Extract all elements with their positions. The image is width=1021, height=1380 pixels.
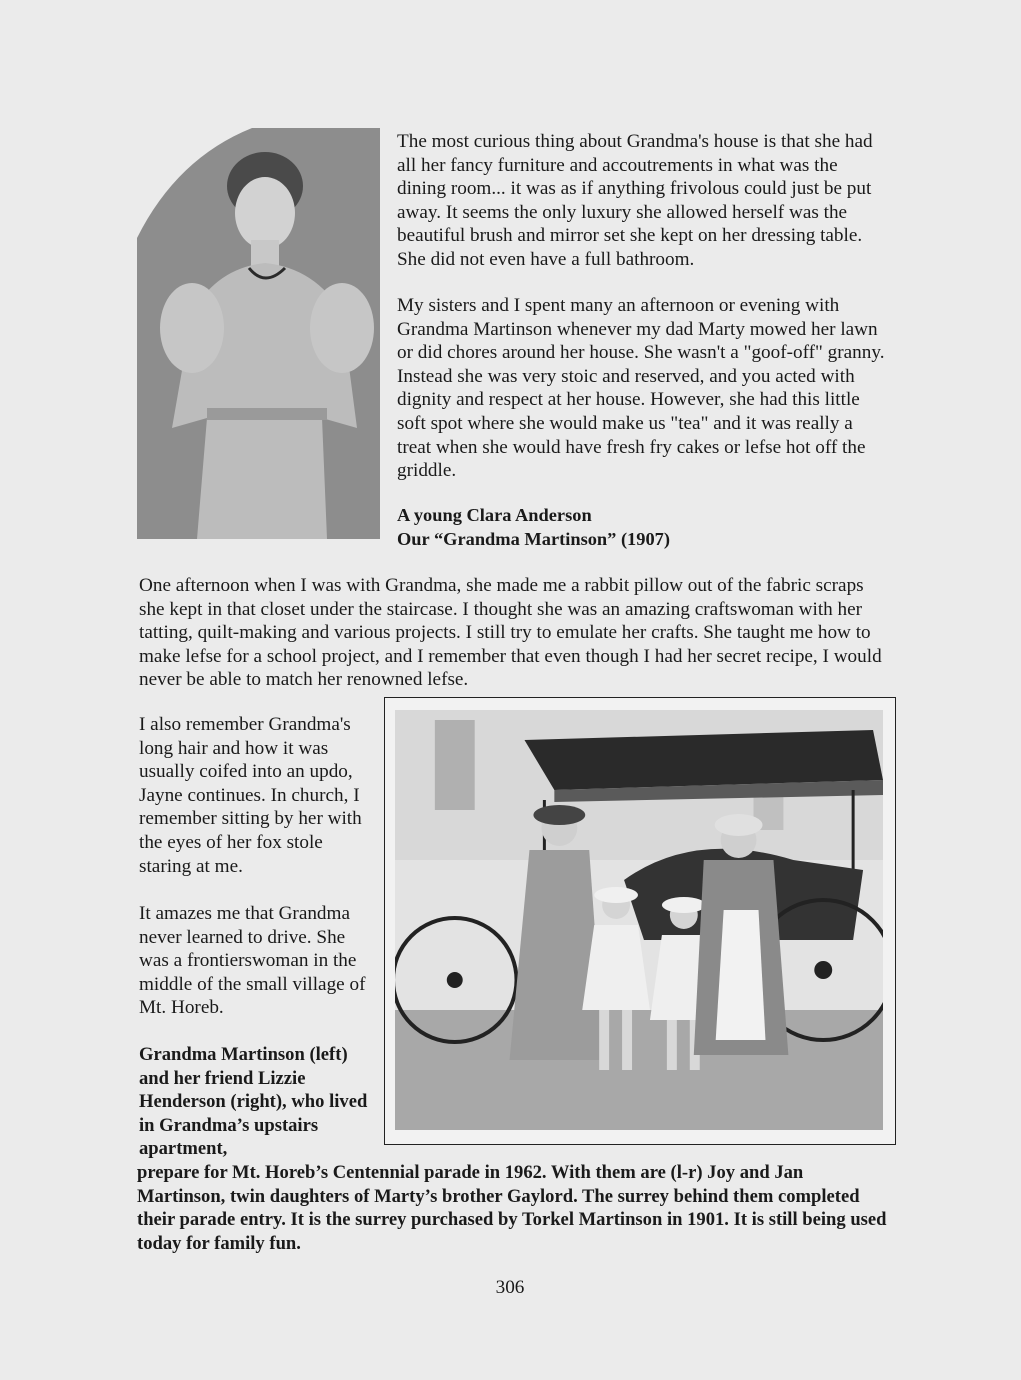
portrait-caption-line-2: Our “Grandma Martinson” (1907) <box>397 528 670 549</box>
surrey-photo <box>395 710 883 1130</box>
paragraph-rabbit-pillow: One afternoon when I was with Grandma, she made me a rabbit pillow out of the fabric scraps she kept in that closet under the staircase. I thought she was an amazing craftswoman with her tatting, quilt-making and various projects. I still try to emulate her crafts. She taught me how to make lefse for a school project, and I remember that even though I had her secret recipe, I would never be able to match her renowned lefse. <box>139 575 882 691</box>
paragraph-never-drove: It amazes me that Grandma never learned to drive. She was a frontierswoman in the middle of the small village of Mt. Horeb. <box>139 903 366 1019</box>
portrait-caption-line-1: A young Clara Anderson <box>397 505 592 525</box>
surrey-caption-left: Grandma Martinson (left) and her friend Lizzie Henderson (right), who lived in Grandma’s upstairs apartment, <box>139 1044 368 1160</box>
paragraph-long-hair: I also remember Grandma's long hair and how it was usually coifed into an updo, Jayne continues. In church, I remember sitting by her with the eyes of her fox stole staring at me. <box>139 714 362 877</box>
paragraph-dining-room: The most curious thing about Grandma's house is that she had all her fancy furniture and accoutrements in what was the dining room... it was as if anything frivolous could just be put away. It seems the only luxury she allowed herself was the beautiful brush and mirror set she kept on her dressing table. She did not even have a full bathroom. <box>397 131 873 270</box>
surrey-caption-continuation: prepare for Mt. Horeb’s Centennial parade in 1962. With them are (l-r) Joy and Jan Martinson, twin daughters of Marty’s brother Gaylord. The surrey behind them completed their parade entry. It is the surrey purchased by Torkel Martinson in 1901. It is still being used today for family fun. <box>137 1162 887 1254</box>
paragraph-afternoons: My sisters and I spent many an afternoon or evening with Grandma Martinson whenever my dad Marty mowed her lawn or did chores around her house. She wasn't a "goof-off" granny. Instead she was very stoic and reserved, and you acted with dignity and respect at her house. However, she had this little soft spot where she would make us "tea" and it was really a treat when she would have fresh fry cakes or lefse hot off the griddle. <box>397 295 885 482</box>
portrait-caption <box>397 504 887 551</box>
portrait-image <box>137 128 380 539</box>
portrait-photo <box>137 128 380 539</box>
surrey-photo-frame <box>384 697 896 1145</box>
page-number: 306 <box>495 1277 525 1298</box>
